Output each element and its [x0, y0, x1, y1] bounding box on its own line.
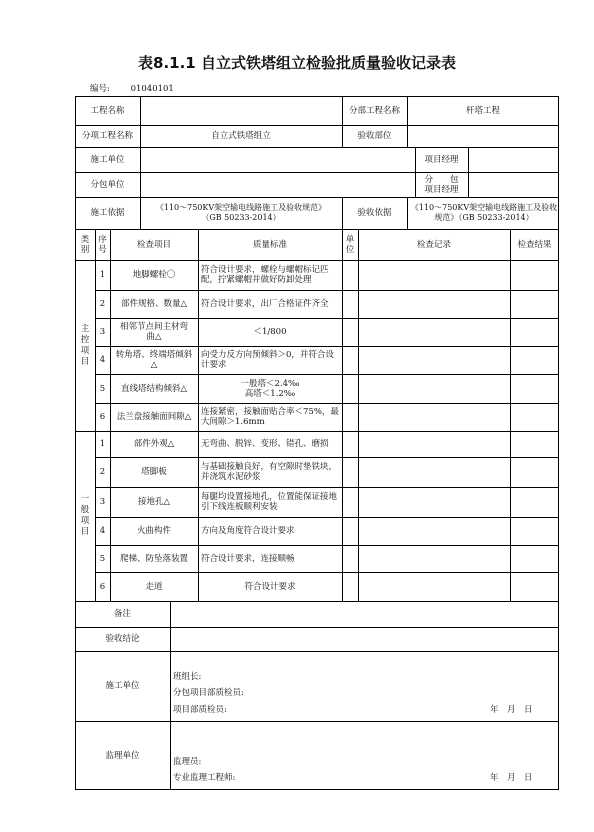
main-item-name: 地脚螺栓〇: [132, 270, 176, 280]
remarks-label: 备注: [113, 609, 131, 619]
main-item-standard: 一般塔＜2.4‰ 高塔＜1.2‰: [240, 378, 300, 399]
construction-unit-label: 施工单位: [90, 154, 125, 165]
main-item-name: 相邻节点间主材弯曲△: [119, 322, 188, 342]
document-code: [90, 82, 192, 94]
inspection-part-label: 验收部位: [357, 131, 392, 141]
subcontract-unit-label: 分包单位: [90, 179, 125, 190]
general-item-standard: 符合设计要求: [244, 581, 296, 592]
col-standard: 质量标准: [252, 239, 287, 250]
main-item-name: 转角塔、终端塔倾斜△: [115, 350, 193, 370]
general-item-name: 接地孔△: [137, 497, 171, 507]
general-item-no: 5: [99, 553, 106, 564]
general-category-label: 一般项目: [80, 494, 90, 537]
page-title: 表8.1.1 自立式铁塔组立检验批质量验收记录表: [138, 54, 456, 72]
general-item-standard: 与基础接触良好，有空隙时垫铁块，并浇筑水泥砂浆: [201, 462, 338, 482]
general-item-name: 走道: [145, 581, 163, 592]
main-item-standard: 连接紧密，接触面贴合率＜75%，最大间隙＞1.6mm: [201, 407, 339, 427]
sub-project-value: 杆塔工程: [465, 105, 500, 116]
general-item-no: 4: [99, 526, 106, 536]
general-item-no: 3: [99, 497, 106, 507]
code-label: 编号:: [90, 84, 110, 94]
main-category-label: 主控项目: [80, 323, 90, 367]
project-manager-field[interactable]: [468, 147, 559, 172]
general-item-standard: 方向及角度符合设计要求: [201, 526, 295, 536]
project-inspector-label: 项目部质检员:: [173, 705, 227, 715]
inspection-part-field[interactable]: [407, 125, 559, 147]
supervision-sign-label: 监理单位: [105, 750, 140, 761]
main-item-standard: 向受力反方向预倾斜＞0，并符合设计要求: [201, 350, 334, 370]
main-item-no: 6: [99, 412, 106, 422]
supervision-engineer-label: 专业监理工程师:: [173, 773, 236, 783]
subcontract-manager-label: 分 包 项目经理: [424, 174, 459, 195]
construction-sign-label: 施工单位: [105, 681, 140, 691]
main-item-no: 2: [99, 299, 106, 309]
supervisor-label: 监理员:: [173, 757, 202, 767]
general-item-no: 1: [99, 439, 106, 449]
project-name-label: 工程名称: [90, 105, 125, 116]
acceptance-basis-label: 验收依据: [357, 208, 392, 218]
construction-date: 年 月 日: [490, 705, 533, 715]
team-leader-label: 班组长:: [173, 672, 202, 682]
sub-inspector-label: 分包项目部质检员:: [173, 688, 244, 698]
conclusion-field[interactable]: [170, 627, 559, 651]
conclusion-label: 验收结论: [105, 634, 140, 644]
supervision-date: 年 月 日: [490, 773, 533, 783]
general-item-name: 部件外观△: [133, 439, 175, 449]
construction-unit-field[interactable]: [140, 147, 415, 172]
remarks-field[interactable]: [170, 601, 559, 627]
basis-label: 施工依据: [90, 208, 125, 218]
main-item-no: 1: [99, 270, 106, 280]
main-item-standard: 符合设计要求，出厂合格证件齐全: [201, 299, 329, 309]
main-item-name: 部件规格、数量△: [120, 299, 188, 309]
main-item-name: 法兰盘接触面间隙△: [116, 412, 192, 422]
general-item-no: 6: [99, 581, 106, 592]
project-name-field[interactable]: [140, 96, 342, 125]
code-value: 01040101: [130, 84, 174, 94]
general-item-no: 2: [99, 467, 106, 477]
col-result: 检查结果: [517, 239, 552, 250]
general-item-standard: 每腿均设置接地孔，位置能保证接地引下线连板顺利安装: [201, 492, 338, 512]
subcontract-manager-field[interactable]: [468, 172, 559, 197]
subcontract-unit-field[interactable]: [140, 172, 415, 197]
general-item-name: 塔脚板: [141, 467, 167, 477]
general-item-name: 火曲构件: [136, 526, 171, 536]
acceptance-basis-value: 《110～750KV架空输电线路施工及验收规范》（GB 50233-2014）: [410, 203, 558, 222]
main-item-standard: ＜1/800: [253, 327, 287, 337]
general-item-name: 爬梯、防坠落装置: [119, 553, 188, 564]
col-seq: 序号: [98, 234, 107, 255]
main-item-no: 5: [99, 383, 106, 394]
col-category: 类别: [80, 234, 90, 255]
col-item: 检查项目: [136, 239, 171, 250]
project-manager-label: 项目经理: [424, 154, 459, 165]
main-item-name: 直线塔结构倾斜△: [120, 383, 188, 394]
col-unit: 单位: [345, 234, 355, 255]
main-item-no: 4: [99, 355, 106, 365]
main-item-no: 3: [99, 327, 106, 337]
general-item-standard: 符合设计要求，连接顺畅: [201, 553, 295, 564]
item-project-label: 分项工程名称: [81, 131, 133, 141]
sub-project-label: 分部工程名称: [348, 105, 400, 116]
col-record: 检查记录: [416, 239, 451, 250]
main-item-standard: 符合设计要求，螺栓与螺帽标记匹配，拧紧螺帽并做好防卸处理: [201, 265, 329, 285]
item-project-value: 自立式铁塔组立: [211, 131, 271, 141]
basis-value: 《110～750KV架空输电线路施工及验收规范》 （GB 50233-2014）: [155, 203, 327, 222]
general-item-standard: 无弯曲、脱锌、变形、错孔、磨损: [201, 439, 329, 449]
